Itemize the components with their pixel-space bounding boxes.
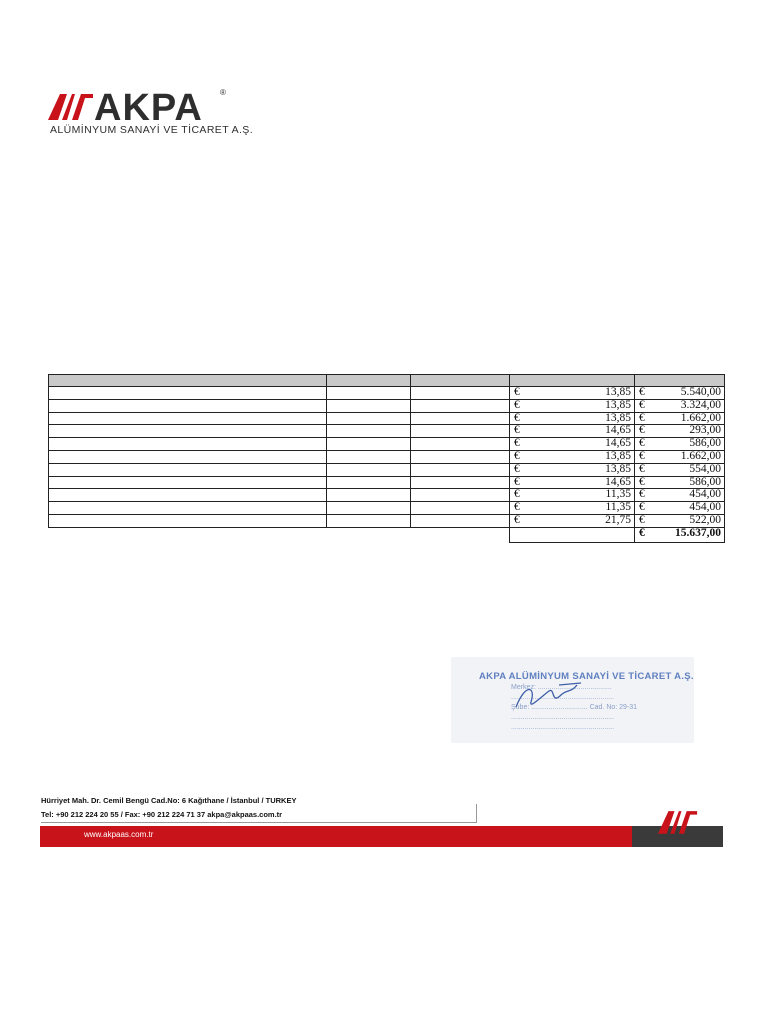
table-header-row [49,375,725,387]
company-stamp: AKPA ALÜMİNYUM SANAYİ VE TİCARET A.Ş. Merkez: ...................................... ..................................................... Şube: ............................. Cad. No: 29-31 ..................................................... ..................................................... [451,657,694,743]
currency-symbol: € [639,411,645,424]
header-cell [635,375,725,387]
currency-symbol: € [514,411,520,424]
unit-cell [411,450,510,463]
line-total-cell [635,438,725,451]
unit-cell [411,489,510,502]
unit-price: 13,85 [605,411,631,424]
footer-contact: Tel: +90 212 224 20 55 / Fax: +90 212 224 71 37 akpa@akpaas.com.tr [41,810,283,819]
currency-symbol: € [514,386,520,398]
line-total-cell [635,387,725,400]
grand-total: 15.637,00 [675,526,721,539]
table-row [49,463,725,476]
table-row [49,399,725,412]
quantity-cell [327,399,411,412]
unit-price: 13,85 [605,462,631,475]
description-cell [49,425,327,438]
currency-symbol: € [514,488,520,501]
footer-logo [632,826,723,847]
currency-symbol: € [639,437,645,450]
line-total: 293,00 [689,424,721,437]
quantity-cell [327,412,411,425]
registered-mark: ® [220,88,226,97]
currency-symbol: € [639,526,645,539]
unit-cell [411,463,510,476]
unit-price-cell [510,476,635,489]
unit-price-cell [510,463,635,476]
description-cell [49,476,327,489]
header-cell [49,375,327,387]
quantity-cell [327,514,411,527]
currency-symbol: € [639,449,645,462]
table-row [49,425,725,438]
unit-price: 21,75 [605,513,631,526]
line-total: 586,00 [689,475,721,488]
line-total: 1.662,00 [680,411,721,424]
unit-price-cell [510,425,635,438]
footer-website-link[interactable]: www.akpaas.com.tr [84,830,154,839]
footer-bar [40,826,723,847]
table-row [49,450,725,463]
unit-cell [411,438,510,451]
footer-address: Hürriyet Mah. Dr. Cemil Bengü Cad.No: 6 Kağıthane / İstanbul / TURKEY [41,796,297,805]
line-total: 454,00 [689,488,721,501]
line-total: 554,00 [689,462,721,475]
invoice-table [48,374,725,543]
akpa-logo-icon [658,804,698,834]
currency-symbol: € [639,386,645,398]
quantity-cell [327,476,411,489]
table-row [49,387,725,400]
footer-divider [41,822,477,823]
table-row [49,438,725,451]
currency-symbol: € [514,449,520,462]
line-total: 586,00 [689,437,721,450]
unit-price: 14,65 [605,424,631,437]
line-total: 1.662,00 [680,449,721,462]
line-total-cell [635,463,725,476]
unit-price-cell [510,412,635,425]
description-cell [49,399,327,412]
description-cell [49,438,327,451]
unit-price: 13,85 [605,449,631,462]
line-total-cell [635,412,725,425]
unit-price-cell [510,489,635,502]
currency-symbol: € [639,475,645,488]
currency-symbol: € [514,462,520,475]
company-logo [48,86,254,146]
akpa-logo-icon [48,86,94,120]
brand-name: AKPA [94,87,203,129]
currency-symbol: € [639,462,645,475]
unit-cell [411,399,510,412]
unit-cell [411,502,510,515]
unit-price-cell [510,502,635,515]
quantity-cell [327,450,411,463]
currency-symbol: € [639,488,645,501]
unit-price-cell [510,438,635,451]
description-cell [49,514,327,527]
currency-symbol: € [514,437,520,450]
currency-symbol: € [514,398,520,411]
line-total: 454,00 [689,501,721,514]
line-total: 5.540,00 [680,386,721,398]
unit-cell [411,387,510,400]
description-cell [49,502,327,515]
quantity-cell [327,387,411,400]
table-row [49,412,725,425]
line-total-cell [635,399,725,412]
description-cell [49,412,327,425]
description-cell [49,387,327,400]
unit-price: 11,35 [605,488,631,501]
table-row [49,476,725,489]
unit-cell [411,412,510,425]
unit-price: 13,85 [605,398,631,411]
unit-price: 11,35 [605,501,631,514]
description-cell [49,450,327,463]
quantity-cell [327,438,411,451]
unit-cell [411,425,510,438]
total-spacer-cell [510,527,635,542]
line-total-cell [635,476,725,489]
stamp-title: AKPA ALÜMİNYUM SANAYİ VE TİCARET A.Ş. [479,671,694,682]
currency-symbol: € [639,513,645,526]
line-total-cell [635,502,725,515]
line-total-cell [635,450,725,463]
currency-symbol: € [514,424,520,437]
brand-subtitle: ALÜMİNYUM SANAYİ VE TİCARET A.Ş. [50,124,254,136]
unit-cell [411,476,510,489]
quantity-cell [327,425,411,438]
currency-symbol: € [639,398,645,411]
footer-divider-vertical [476,804,477,823]
currency-symbol: € [639,501,645,514]
table-row [49,502,725,515]
currency-symbol: € [514,513,520,526]
quantity-cell [327,463,411,476]
unit-price: 14,65 [605,475,631,488]
unit-price-cell [510,399,635,412]
header-cell [411,375,510,387]
grand-total-cell [635,527,725,542]
signature [511,677,591,717]
description-cell [49,489,327,502]
currency-symbol: € [514,475,520,488]
unit-price: 14,65 [605,437,631,450]
total-row [49,527,725,542]
header-cell [327,375,411,387]
description-cell [49,463,327,476]
unit-price-cell [510,450,635,463]
unit-price-cell [510,387,635,400]
header-cell [510,375,635,387]
line-total: 3.324,00 [680,398,721,411]
currency-symbol: € [514,501,520,514]
line-total-cell [635,489,725,502]
quantity-cell [327,502,411,515]
table-row [49,489,725,502]
line-total: 522,00 [689,513,721,526]
quantity-cell [327,489,411,502]
table-row [49,514,725,527]
unit-cell [411,514,510,527]
unit-price-cell [510,514,635,527]
line-total-cell [635,425,725,438]
unit-price: 13,85 [605,386,631,398]
line-total-cell [635,514,725,527]
currency-symbol: € [639,424,645,437]
